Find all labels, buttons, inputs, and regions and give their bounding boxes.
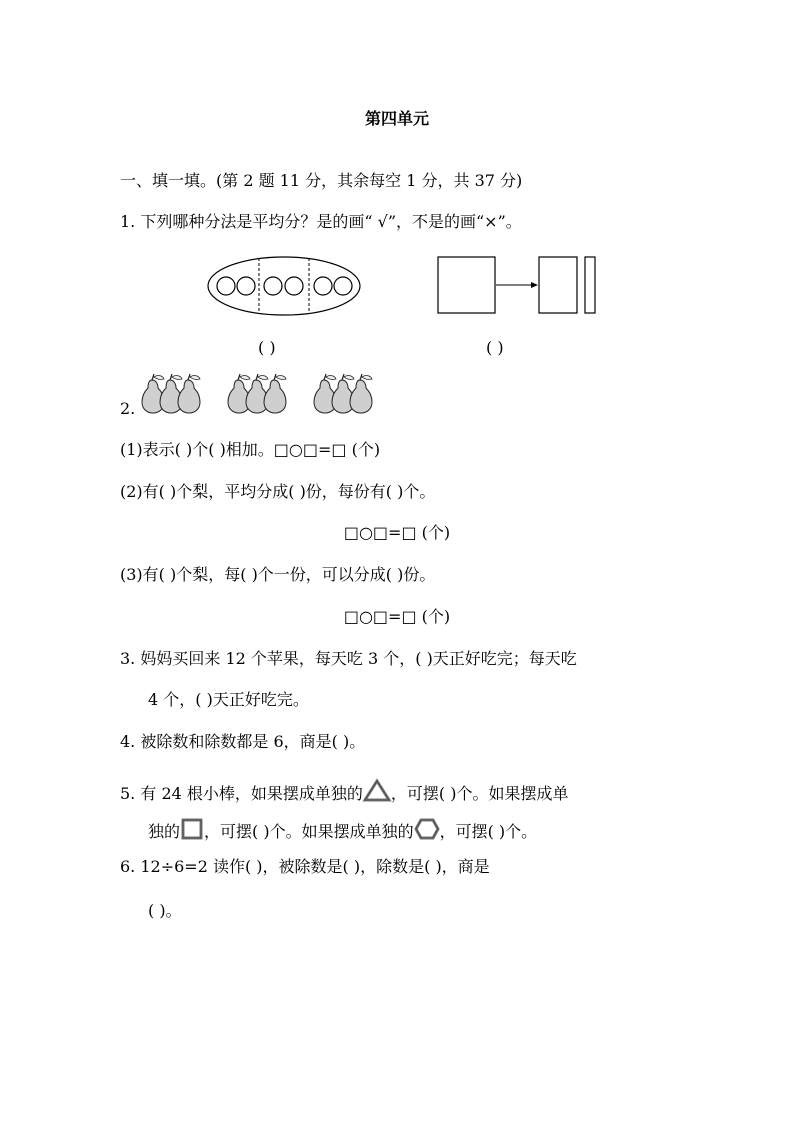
question-5-line-1 xyxy=(120,779,568,805)
question-2-number: 2. xyxy=(120,399,136,418)
question-2-part-2-formula: □○□=□ (个) xyxy=(343,523,451,542)
question-3-line-1: 3. 妈妈买回来 12 个苹果，每天吃 3 个，( )天正好吃完；每天吃 xyxy=(120,649,577,668)
page-title: 第四单元 xyxy=(364,109,429,128)
question-2-part-2: (2)有( )个梨，平均分成( )份，每份有( )个。 xyxy=(120,482,436,501)
oval-circles-figure xyxy=(206,255,362,317)
question-2-part-3-formula: □○□=□ (个) xyxy=(343,607,451,626)
question-5-line-2-start: 独的 xyxy=(148,822,181,841)
question-5-line-1-start: 5. 有 24 根小棒，如果摆成单独的 xyxy=(120,784,363,803)
question-1-text: 1. 下列哪种分法是平均分？是的画“ √”，不是的画“×”。 xyxy=(120,212,522,231)
answer-blank-b[interactable]: ( ) xyxy=(486,338,504,357)
question-6-line-2: ( )。 xyxy=(148,901,182,920)
square-split-figure xyxy=(437,256,599,316)
question-3-line-2: 4 个，( )天正好吃完。 xyxy=(148,690,309,709)
question-6-line-1: 6. 12÷6=2 读作( )，被除数是( )，除数是( )，商是 xyxy=(120,857,490,876)
question-5-line-2-end: ，可摆( )个。 xyxy=(439,822,538,841)
section-heading: 一、填一填。(第 2 题 11 分，其余每空 1 分，共 37 分) xyxy=(120,171,523,190)
question-5-line-2 xyxy=(148,817,537,843)
question-5-line-2-middle: ，可摆( )个。如果摆成单独的 xyxy=(204,822,414,841)
pears-figure xyxy=(140,374,390,414)
hexagon-icon xyxy=(414,817,440,841)
answer-blank-a[interactable]: ( ) xyxy=(258,338,276,357)
triangle-icon xyxy=(363,779,391,803)
question-2-part-1: (1)表示( )个( )相加。□○□=□ (个) xyxy=(120,440,381,459)
question-2-part-3: (3)有( )个梨，每( )个一份，可以分成( )份。 xyxy=(120,565,436,584)
square-icon xyxy=(180,817,204,841)
question-5-line-1-end: ，可摆( )个。如果摆成单 xyxy=(390,784,569,803)
question-4: 4. 被除数和除数都是 6，商是( )。 xyxy=(120,732,366,751)
